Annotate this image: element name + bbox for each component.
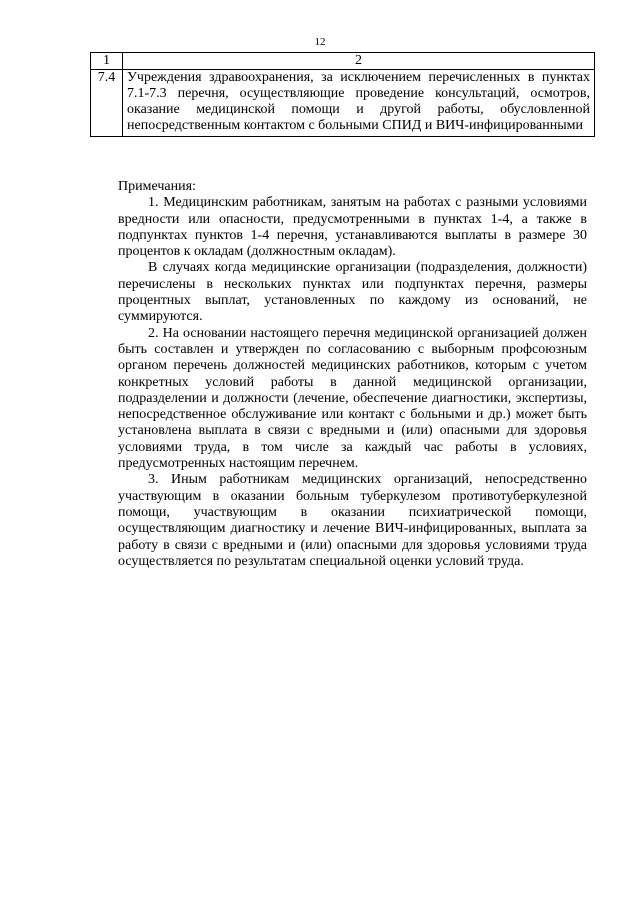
table-header-col-1: 1: [91, 53, 123, 70]
list-table: [90, 52, 595, 137]
table-row: [91, 70, 595, 137]
table-header-col-2: 2: [123, 53, 595, 70]
note-paragraph-2: 2. На основании настоящего перечня медицинской организацией должен быть составлен и утвержден по согласованию с выборным профсоюзным органом перечень должностей медицинских работников, которым с учетом конкретных условий работы в данной медицинской организации, подразделении и должности (лечение, обеспечение диагностики, экспертизы, непосредственное обслуживание или контакт с больными и др.) может быть установлена выплата в связи с вредными и (или) опасными для здоровья условиями труда, в том числе за каждый час работы в условиях, предусмотренных настоящим перечнем.: [118, 325, 587, 472]
table-header-row: [91, 53, 595, 70]
note-paragraph-1: 1. Медицинским работникам, занятым на работах с разными условиями вредности или опасности, предусмотренными в пунктах 1-4, а также в подпунктах пунктов 1-4 перечня, устанавливаются выплаты в размере 30 процентов к окладам (должностным окладам).: [118, 195, 587, 260]
page-number: 12: [314, 36, 326, 48]
table-row-text: Учреждения здравоохранения, за исключением перечисленных в пунктах 7.1-7.3 перечня, осуществляющие проведение консультаций, осмотров, оказание медицинской помощи и другой работы, обусловленной непосредственным контактом с больными СПИД и ВИЧ-инфицированными: [123, 70, 595, 137]
note-paragraph-3: 3. Иным работникам медицинских организаций, непосредственно участвующим в оказании больным туберкулезом противотуберкулезной помощи, участвующим в оказании психиатрической помощи, осуществляющим диагностику и лечение ВИЧ-инфицированных, выплата за работу в связи с вредными и (или) опасными для здоровья условиями труда осуществляется по результатам специальной оценки условий труда.: [118, 472, 587, 569]
note-paragraph-1-continued: В случаях когда медицинские организации (подразделения, должности) перечислены в нескольких пунктах или подпунктах перечня, размеры процентных выплат, установленных по каждому из оснований, не суммируются.: [118, 260, 587, 325]
notes-title: Примечания:: [118, 179, 196, 194]
notes-section: [118, 179, 587, 570]
table-row-number: 7.4: [91, 70, 123, 137]
